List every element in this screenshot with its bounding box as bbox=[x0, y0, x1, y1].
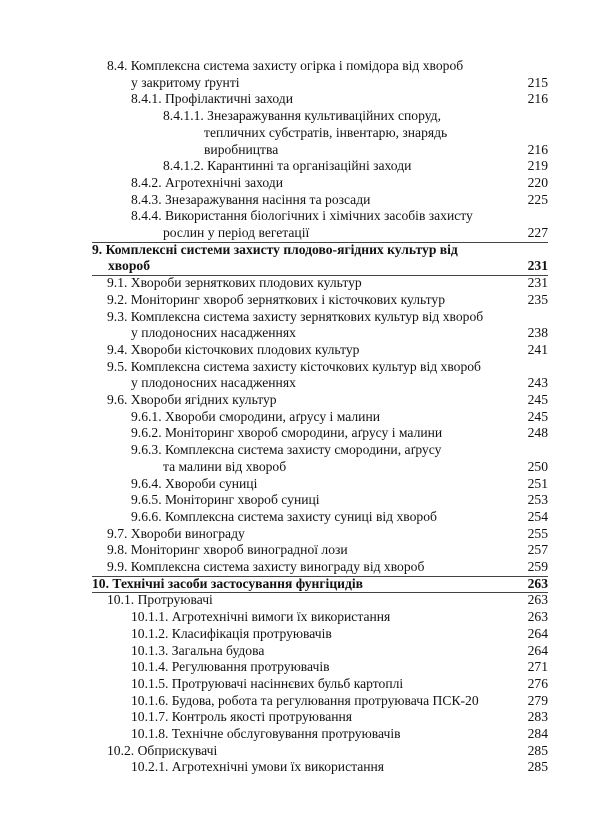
page-number: 248 bbox=[527, 425, 548, 441]
entry-title: 10.1.2. Класифікація протруювачів bbox=[131, 625, 332, 641]
chapter-title: 9. Комплексні системи захисту плодово-ягідних культур від bbox=[92, 241, 458, 257]
page-number: 259 bbox=[527, 559, 548, 574]
page-number: 235 bbox=[527, 291, 548, 307]
entry-title: у плодоносних насадженнях bbox=[131, 375, 296, 391]
chapter-title: хвороб bbox=[108, 258, 150, 274]
entry-title: 10.1.5. Протруювачі насіннєвих бульб картоплі bbox=[131, 675, 404, 691]
page-number: 219 bbox=[527, 158, 548, 174]
entry-title: 8.4.4. Використання біологічних і хімічних засобів захисту bbox=[131, 208, 473, 224]
page-number: 264 bbox=[527, 642, 548, 658]
entry-title: 9.6.5. Моніторинг хвороб суниці bbox=[131, 492, 320, 508]
entry-title: тепличних субстратів, інвентарю, знарядь bbox=[204, 124, 448, 140]
entry-title: 8.4.1.2. Карантинні та організаційні заходи bbox=[163, 158, 412, 174]
page-number: 231 bbox=[527, 258, 548, 274]
entry-title: 10.1.7. Контроль якості протруювання bbox=[131, 709, 353, 725]
page-number: 254 bbox=[527, 508, 548, 524]
page-number: 227 bbox=[527, 225, 548, 240]
page-number: 245 bbox=[527, 408, 548, 424]
entry-title: 9.6.6. Комплексна система захисту суниці від хвороб bbox=[131, 508, 437, 524]
entry-title: 10.1.3. Загальна будова bbox=[131, 642, 265, 658]
entry-title: 10.2. Обприскувачі bbox=[107, 742, 218, 758]
page-number: 264 bbox=[527, 625, 548, 641]
page-number: 283 bbox=[527, 709, 548, 725]
page-number: 220 bbox=[527, 174, 548, 190]
page-number: 279 bbox=[527, 692, 548, 708]
page-number: 225 bbox=[527, 191, 548, 207]
page-number: 271 bbox=[527, 659, 548, 675]
entry-title: 9.1. Хвороби зерняткових плодових культур bbox=[107, 275, 362, 291]
entry-title: 10.1.6. Будова, робота та регулювання протруювача ПСК-20 bbox=[131, 692, 479, 708]
entry-title: 9.6.3. Комплексна система захисту смородини, аґрусу bbox=[131, 442, 442, 458]
page-number: 216 bbox=[527, 141, 548, 157]
page-number: 245 bbox=[527, 392, 548, 407]
entry-title: 9.9. Комплексна система захисту винограду від хвороб bbox=[107, 559, 425, 574]
page-number: 263 bbox=[527, 575, 548, 591]
entry-title: 8.4. Комплексна система захисту огірка і помідора від хвороб bbox=[107, 58, 464, 73]
page-number: 216 bbox=[527, 91, 548, 107]
page-number: 284 bbox=[527, 726, 548, 741]
page-number: 285 bbox=[527, 742, 548, 758]
entry-title: рослин у період вегетації bbox=[163, 225, 310, 240]
entry-title: у закритому ґрунті bbox=[131, 74, 240, 90]
entry-title: 9.6.1. Хвороби смородини, аґрусу і малини bbox=[131, 408, 380, 424]
page-number: 250 bbox=[527, 458, 548, 474]
entry-title: 9.6. Хвороби ягідних культур bbox=[107, 392, 277, 407]
entry-title: 10.1.1. Агротехнічні вимоги їх використання bbox=[131, 609, 391, 625]
entry-title: 9.3. Комплексна система захисту зерняткових культур від хвороб bbox=[107, 308, 484, 324]
page-number: 285 bbox=[527, 759, 548, 775]
entry-title: 9.6.4. Хвороби суниці bbox=[131, 475, 258, 491]
page-number: 251 bbox=[527, 475, 548, 491]
entry-title: 9.2. Моніторинг хвороб зерняткових і кісточкових культур bbox=[107, 291, 446, 307]
entry-title: 10.1.4. Регулювання протруювачів bbox=[131, 659, 330, 675]
page-number: 231 bbox=[527, 275, 548, 291]
page-number: 255 bbox=[527, 525, 548, 541]
chapter-title: 10. Технічні засоби застосування фунгіцидів bbox=[92, 575, 363, 591]
entry-title: 10.2.1. Агротехнічні умови їх використання bbox=[131, 759, 385, 775]
entry-title: 8.4.2. Агротехнічні заходи bbox=[131, 174, 283, 190]
entry-title: 9.4. Хвороби кісточкових плодових культур bbox=[107, 341, 360, 357]
page-number: 241 bbox=[527, 341, 548, 357]
entry-title: 10.1. Протруювачі bbox=[107, 592, 213, 608]
entry-title: у плодоносних насадженнях bbox=[131, 325, 296, 341]
page-number: 238 bbox=[527, 325, 548, 341]
entry-title: 8.4.3. Знезаражування насіння та розсади bbox=[131, 191, 371, 207]
page-number: 276 bbox=[527, 675, 548, 691]
entry-title: 10.1.8. Технічне обслуговування протруювачів bbox=[131, 726, 401, 741]
page-number: 257 bbox=[527, 542, 548, 558]
page-number: 243 bbox=[527, 375, 548, 391]
entry-title: 9.5. Комплексна система захисту кісточкових культур від хвороб bbox=[107, 358, 481, 374]
entry-title: 9.7. Хвороби винограду bbox=[107, 525, 245, 541]
page-number: 263 bbox=[527, 609, 548, 625]
entry-title: 9.8. Моніторинг хвороб виноградної лози bbox=[107, 542, 348, 558]
page-number: 253 bbox=[527, 492, 548, 508]
entry-title: виробництва bbox=[204, 141, 279, 157]
entry-title: та малини від хвороб bbox=[163, 458, 287, 474]
entry-title: 9.6.2. Моніторинг хвороб смородини, аґрусу і малини bbox=[131, 425, 443, 441]
entry-title: 8.4.1.1. Знезаражування культиваційних споруд, bbox=[163, 108, 441, 124]
page-number: 215 bbox=[527, 74, 548, 90]
page-number: 263 bbox=[527, 592, 548, 608]
entry-title: 8.4.1. Профілактичні заходи bbox=[131, 91, 294, 107]
